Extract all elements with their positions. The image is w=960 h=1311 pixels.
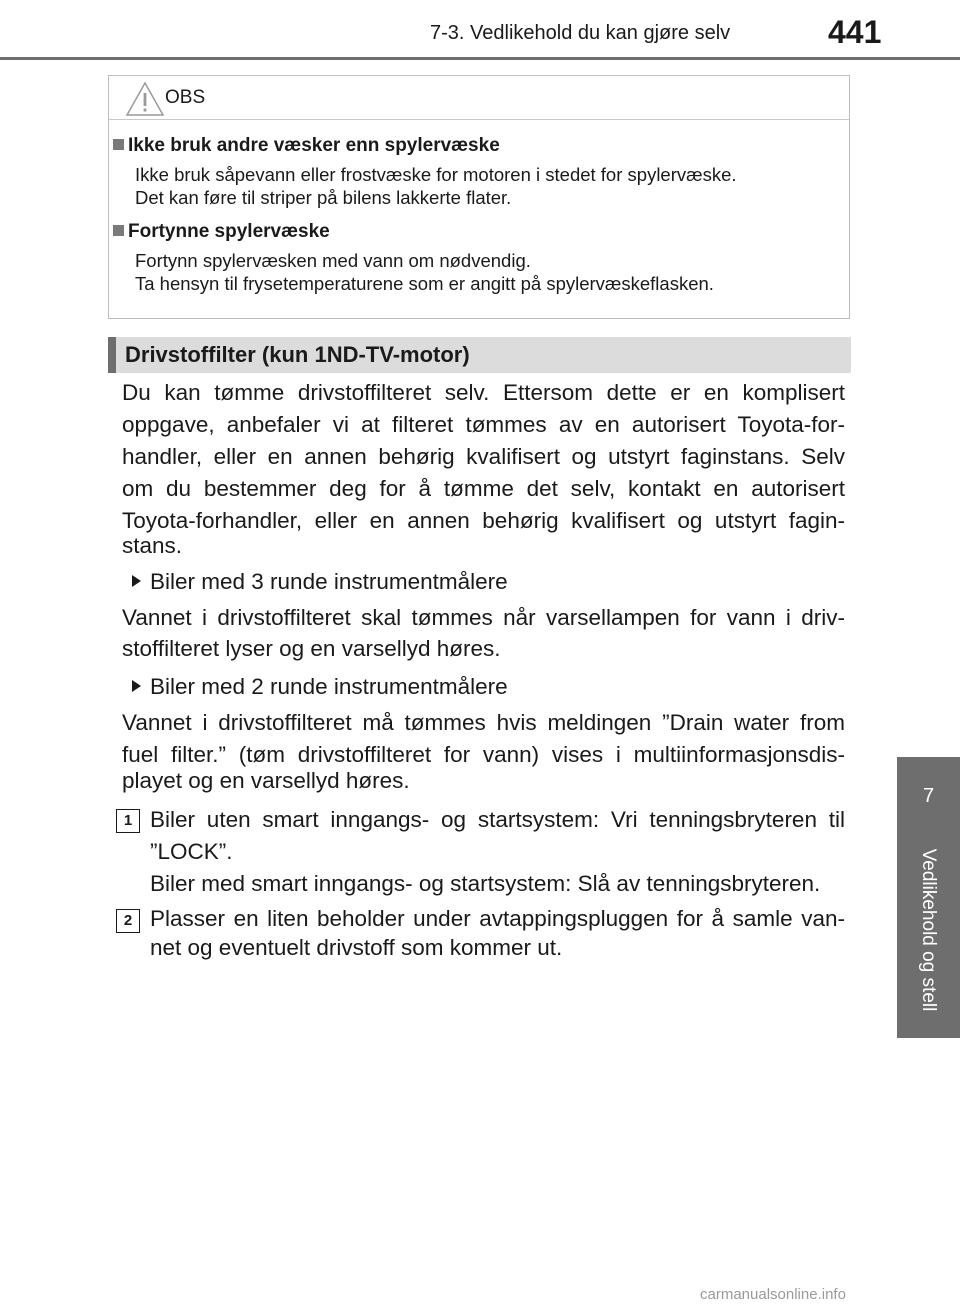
caution-box xyxy=(108,75,850,319)
section-title: 7-3. Vedlikehold du kan gjøre selv xyxy=(430,22,731,44)
caution-label: OBS xyxy=(165,87,206,108)
step-text: ”LOCK”. xyxy=(150,839,233,864)
step-text: Biler uten smart inngangs- og startsystem: Vri tenningsbryteren til xyxy=(150,807,845,832)
chapter-tab xyxy=(897,757,960,838)
triangle-bullet-icon xyxy=(132,680,141,692)
step-text: Biler med smart inngangs- og startsystem: Slå av tenningsbryteren. xyxy=(150,871,821,896)
step-text: Plasser en liten beholder under avtappingspluggen for å samle van- xyxy=(150,906,845,931)
watermark: carmanualsonline.info xyxy=(700,1286,846,1303)
caution-item-title: Ikke bruk andre væsker enn spylervæske xyxy=(135,135,500,157)
header-rule xyxy=(0,57,960,60)
square-bullet-icon xyxy=(113,225,124,236)
step-text: net og eventuelt drivstoff som kommer ut. xyxy=(150,935,563,960)
body-text: handler, eller en annen behørig kvalifisert og utstyrt faginstans. Selv xyxy=(122,444,845,469)
caution-header xyxy=(109,76,849,120)
section-heading-bar xyxy=(108,337,116,373)
caution-text: Ikke bruk såpevann eller frostvæske for motoren i stedet for spylervæske. xyxy=(135,164,737,185)
body-text: om du bestemmer deg for å tømme det selv, kontakt en autorisert xyxy=(122,476,845,501)
triangle-bullet-icon xyxy=(132,575,141,587)
caution-text: Ta hensyn til frysetemperaturene som er angitt på spylervæskeflasken. xyxy=(135,273,714,294)
case-bullet: Biler med 3 runde instrumentmålere xyxy=(132,569,508,595)
body-text: stans. xyxy=(122,533,183,558)
body-text: fuel filter.” (tøm drivstoffilteret for vann) vises i multiinformasjonsdis- xyxy=(122,742,845,767)
body-text: Toyota-forhandler, eller en annen behørig kvalifisert og utstyrt fagin- xyxy=(122,508,845,533)
square-bullet-icon xyxy=(113,139,124,150)
body-text: Vannet i drivstoffilteret må tømmes hvis meldingen ”Drain water from xyxy=(122,710,845,735)
case-bullet: Biler med 2 runde instrumentmålere xyxy=(132,674,508,700)
body-text: oppgave, anbefaler vi at filteret tømmes av en autorisert Toyota-for- xyxy=(122,412,845,437)
chapter-caption: Vedlikehold og stell xyxy=(918,848,939,1012)
warning-triangle-icon xyxy=(125,81,165,117)
caution-text: Fortynn spylervæsken med vann om nødvendig. xyxy=(135,250,531,271)
body-text: Vannet i drivstoffilteret skal tømmes når varsellampen for vann i driv- xyxy=(122,605,845,630)
body-text: stoffilteret lyser og en varsellyd høres. xyxy=(122,636,501,661)
step-number-box: 1 xyxy=(116,809,140,833)
caution-text: Det kan føre til striper på bilens lakkerte flater. xyxy=(135,187,512,208)
body-text: playet og en varsellyd høres. xyxy=(122,768,410,793)
chapter-number: 7 xyxy=(922,785,935,807)
page-number: 441 xyxy=(828,14,882,50)
body-text: Du kan tømme drivstoffilteret selv. Ettersom dette er en komplisert xyxy=(122,380,845,405)
section-heading-text: Drivstoffilter (kun 1ND-TV-motor) xyxy=(125,342,470,367)
caution-item-title: Fortynne spylervæske xyxy=(135,221,330,243)
section-heading xyxy=(108,337,851,373)
step-number-box: 2 xyxy=(116,909,140,933)
